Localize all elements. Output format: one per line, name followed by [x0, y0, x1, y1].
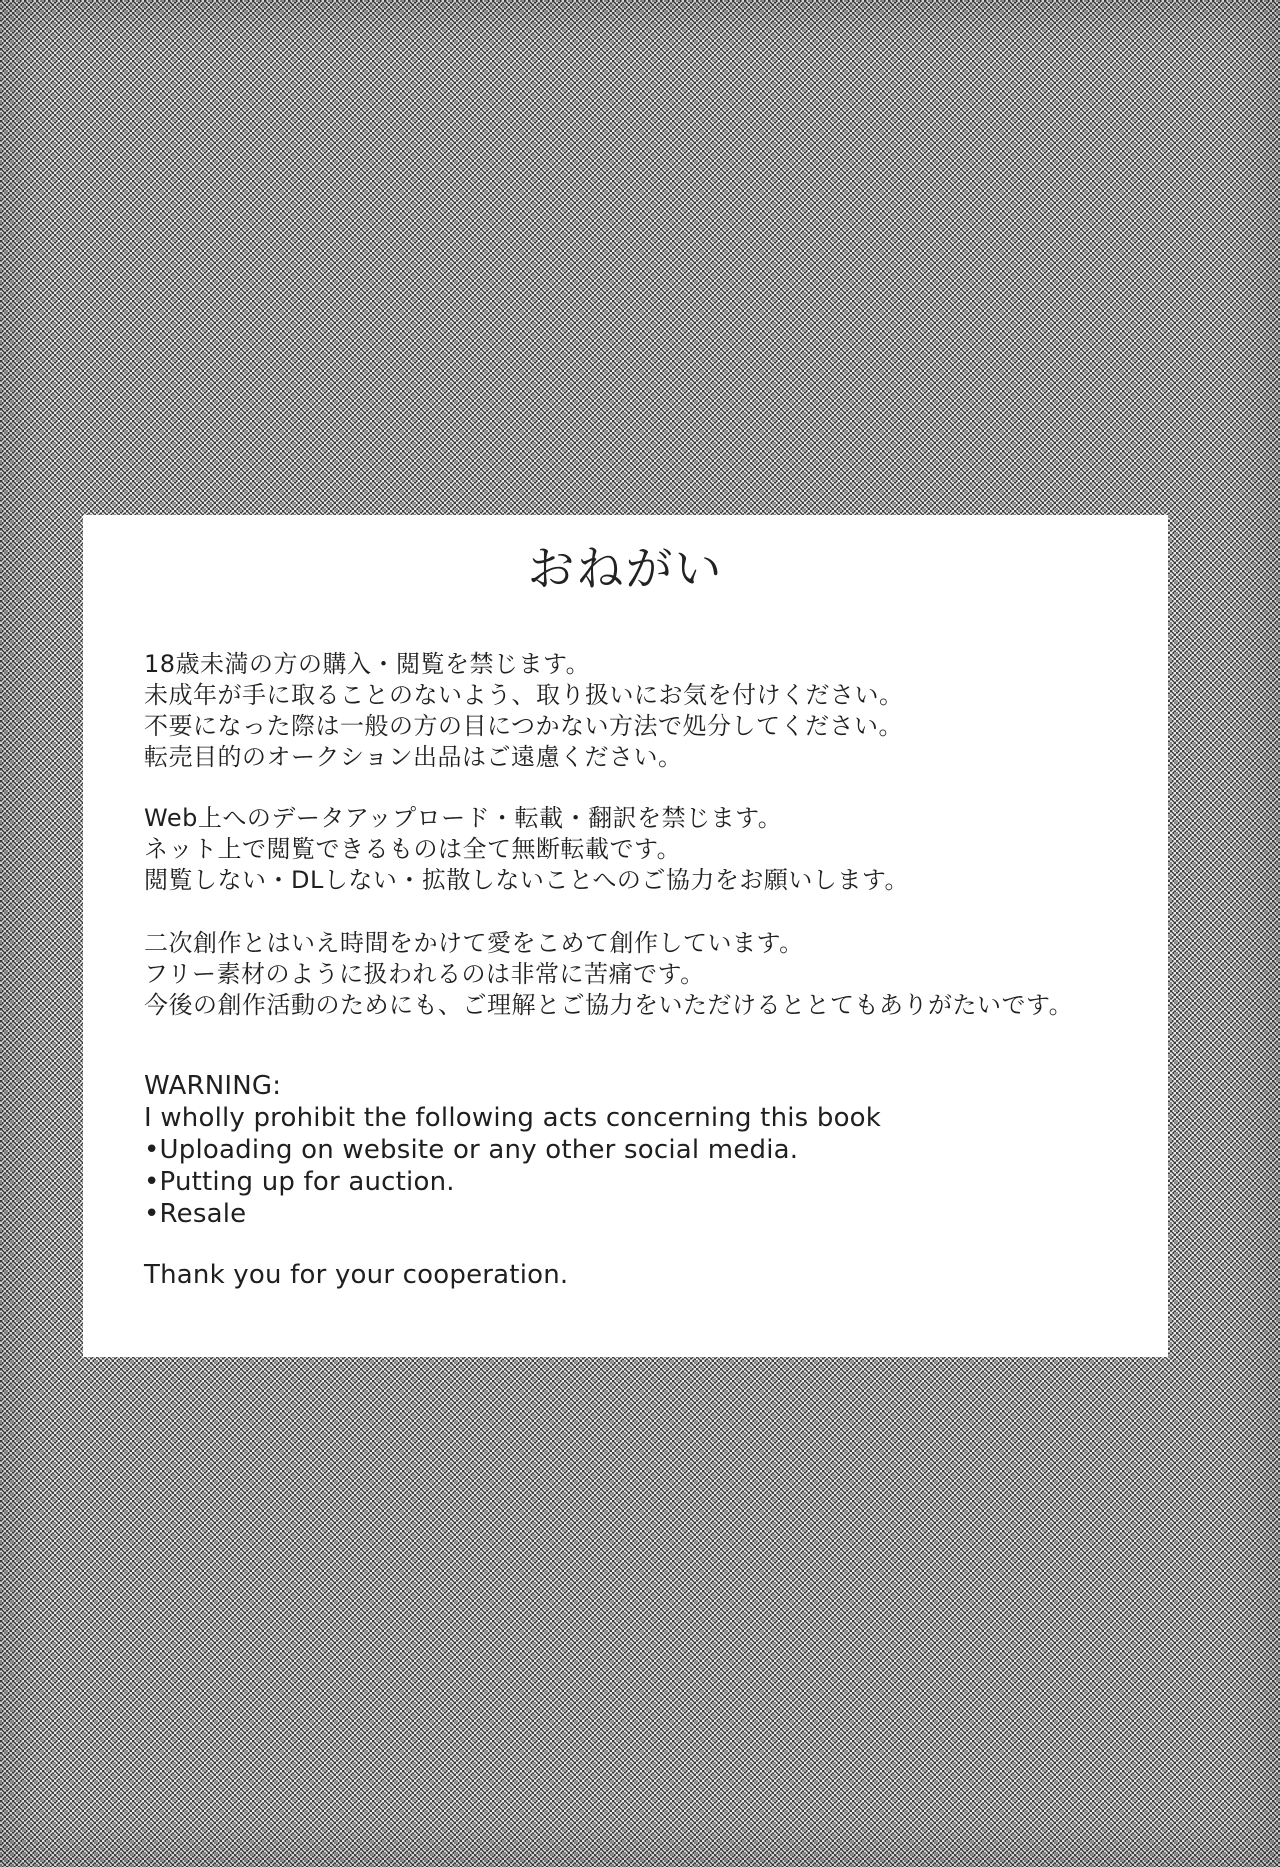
text-line: 18歳未満の方の購入・閲覧を禁じます。: [144, 650, 591, 678]
text-line: 不要になった際は一般の方の目につかない方法で処分してください。: [144, 712, 904, 740]
warning-item: •Putting up for auction.: [144, 1167, 455, 1197]
jp-paragraph-upload-prohibition: [144, 803, 1138, 896]
closing-text: Thank you for your cooperation.: [144, 1260, 569, 1290]
page-title: おねがい: [527, 542, 724, 597]
notice-card: [83, 515, 1168, 1357]
warning-heading: WARNING:: [144, 1071, 282, 1101]
warning-section: [144, 1070, 1138, 1230]
text-line: 閲覧しない・DLしない・拡散しないことへのご協力をお願いします。: [144, 866, 909, 894]
jp-paragraph-age-restriction: [144, 649, 1138, 773]
text-line: フリー素材のように扱われるのは非常に苦痛です。: [144, 960, 705, 988]
text-line: 未成年が手に取ることのないよう、取り扱いにお気を付けください。: [144, 681, 904, 709]
text-line: ネット上で閲覧できるものは全て無断転載です。: [144, 835, 682, 863]
warning-intro: I wholly prohibit the following acts concerning this book: [144, 1103, 882, 1133]
text-line: 転売目的のオークション出品はご遠慮ください。: [144, 743, 683, 771]
text-line: 今後の創作活動のためにも、ご理解とご協力をいただけるととてもありがたいです。: [144, 991, 1074, 1019]
text-line: 二次創作とはいえ時間をかけて愛をこめて創作しています。: [144, 929, 804, 957]
warning-item: •Uploading on website or any other social media.: [144, 1135, 799, 1165]
warning-item: •Resale: [144, 1199, 247, 1229]
text-line: Web上へのデータアップロード・転載・翻訳を禁じます。: [144, 804, 783, 832]
jp-paragraph-creator-appeal: [144, 928, 1138, 1021]
